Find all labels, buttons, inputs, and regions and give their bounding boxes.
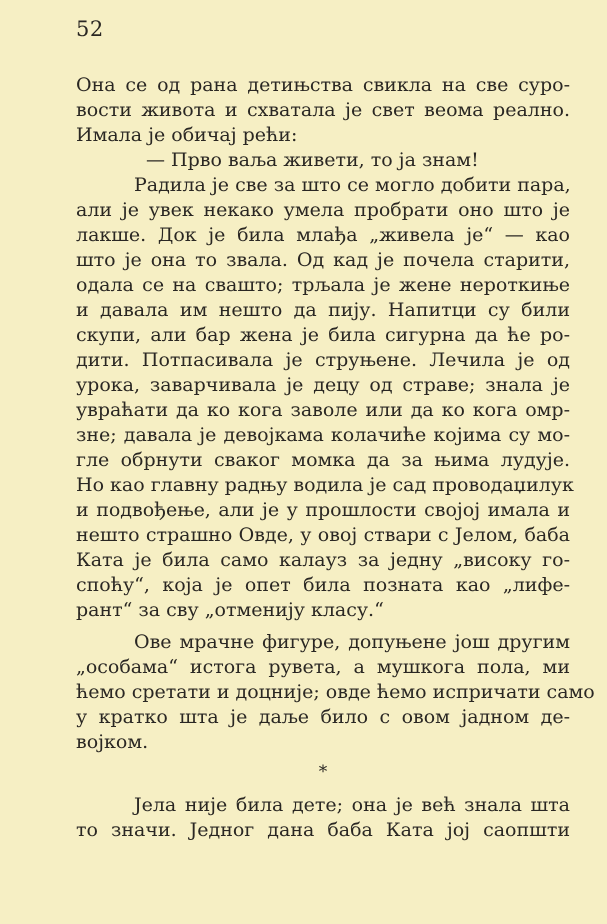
text-line: вости живота и схватала је свет веома реално. — [76, 99, 570, 121]
text-line: лакше. Док је била млађа „живела је“ — као — [76, 224, 570, 246]
text-line: Ката је била само калауз за једну „високу го- — [76, 549, 570, 571]
text-line: и давала им нешто да пију. Напитци су били — [76, 299, 570, 321]
text-line: Ове мрачне фигуре, допуњене још другим — [134, 631, 570, 653]
text-line: у кратко шта је даље било с овом јадном де- — [76, 706, 570, 728]
text-line: војком. — [76, 731, 149, 753]
text-line: дити. Потпасивала је струњене. Лечила је од — [76, 349, 570, 371]
text-line: Јела није била дете; она је већ знала шта — [134, 794, 570, 816]
text-line: скупи, али бар жена је била сигурна да ће ро- — [76, 324, 570, 346]
text-line: зне; давала је девојкама колачиће којима су мо- — [76, 424, 570, 446]
text-line: Имала је обичај рећи: — [76, 124, 298, 146]
section-separator: * — [318, 762, 328, 782]
text-line: то значи. Једног дана баба Ката јој саопшти — [76, 819, 570, 841]
paragraph-gap — [76, 623, 570, 630]
text-line: урока, заварчивала је децу од страве; знала је — [76, 374, 570, 396]
text-line: одала се на свашто; трљала је жене нероткиње — [76, 274, 570, 296]
page-number: 52 — [76, 17, 104, 41]
text-line: и подвођење, али је у прошлости својој имала и — [76, 499, 570, 521]
text-line: рант“ за сву „отменију класу.“ — [76, 599, 384, 621]
text-line: увраћати да ко кога заволе или да ко кога омр- — [76, 399, 570, 421]
text-line: ћемо сретати и доцније; овде ћемо испричати само — [76, 681, 595, 703]
text-line: Но као главну радњу водила је сад проводаџилук — [76, 474, 574, 496]
text-line: што је она то звала. Од кад је почела старити, — [76, 249, 570, 271]
page-text — [76, 73, 595, 843]
dialogue-line: — Прво ваља живети, то ја знам! — [146, 149, 479, 171]
text-line: гле обрнути сваког момка да за њима лудује. — [76, 449, 570, 471]
text-line: нешто страшно Овде, у овој ствари с Јелом, баба — [76, 524, 570, 546]
text-line: али је увек некако умела пробрати оно што је — [76, 199, 570, 221]
text-line: Она се од рана детињства свикла на све суро- — [76, 74, 570, 96]
text-line: „особама“ истога рувета, а мушкога пола, ми — [76, 656, 570, 678]
text-line: Радила је све за што се могло добити пара, — [134, 174, 571, 196]
text-line: споћу“, која је опет била позната као „лифе- — [76, 574, 570, 596]
